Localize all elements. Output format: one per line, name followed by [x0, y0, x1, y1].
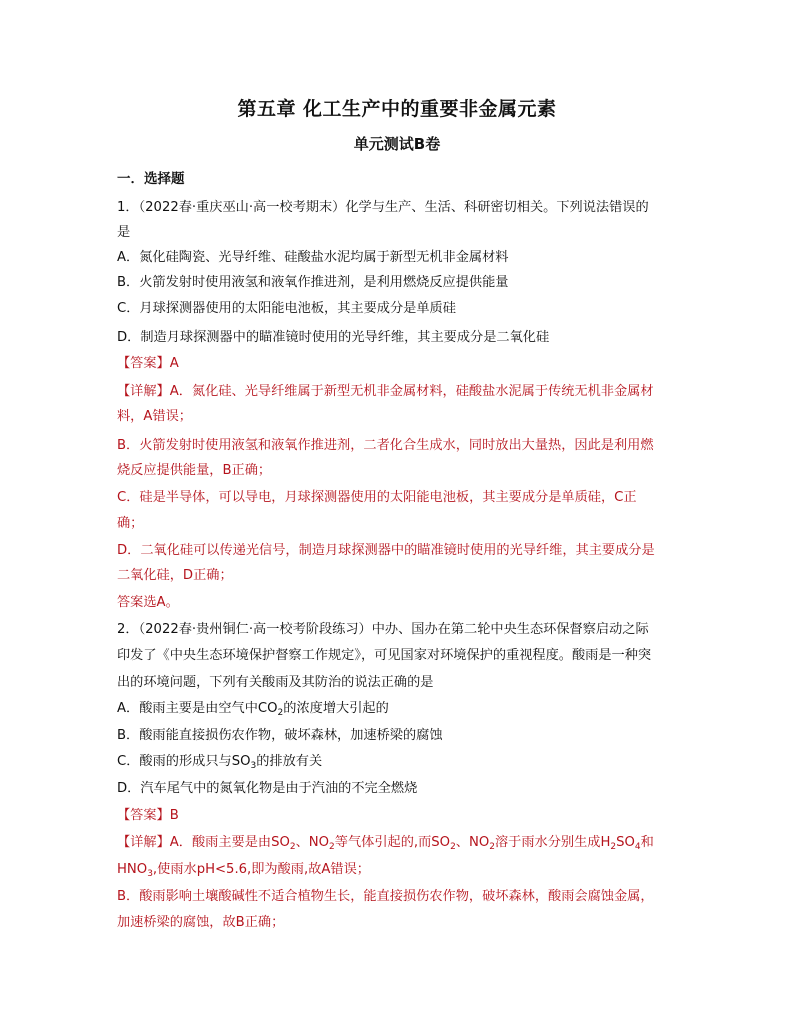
q1-explanation-line: D．二氧化硅可以传递光信号，制造月球探测器中的瞄准镜时使用的光导纤维，其主要成分是 [117, 543, 655, 558]
q1-explanation-line: 【详解】A．氮化硅、光导纤维属于新型无机非金属材料，硅酸盐水泥属于传统无机非金属材 [117, 384, 654, 399]
q2-option-b: B．酸雨能直接损伤农作物，破坏森林，加速桥梁的腐蚀 [117, 728, 443, 743]
q2-explanation-line: 【详解】A．酸雨主要是由$SO_2$、$NO_2$等气体引起的,而$SO_2$、$NO_2$溶于雨水分别生成$H_2SO_4$和 [117, 835, 654, 852]
q1-option-a: A．氮化硅陶瓷、光导纤维、硅酸盐水泥均属于新型无机非金属材料 [117, 250, 509, 265]
q1-stem-line: 1．（2022春·重庆巫山·高一校考期末）化学与生产、生活、科研密切相关。下列说法错误的 [117, 200, 649, 215]
q2-answer: 【答案】B [117, 808, 179, 823]
q1-option-b: B．火箭发射时使用液氢和液氧作推进剂，是利用燃烧反应提供能量 [117, 275, 509, 290]
q1-explanation-line: 二氧化硅，D正确； [117, 568, 233, 583]
q2-explanation-line: $HNO_3$,使雨水pH<5.6,即为酸雨,故A错误； [117, 862, 370, 879]
test-subtitle: 单元测试B卷 [353, 135, 441, 153]
q2-stem-line: 出的环境问题，下列有关酸雨及其防治的说法正确的是 [117, 675, 434, 690]
q1-explanation-line: 确； [117, 516, 144, 531]
section-heading: 一．选择题 [117, 171, 185, 187]
q1-option-d: D．制造月球探测器中的瞄准镜时使用的光导纤维，其主要成分是二氧化硅 [117, 330, 550, 345]
chapter-title: 第五章 化工生产中的重要非金属元素 [237, 98, 557, 120]
q1-answer: 【答案】A [117, 356, 179, 371]
q1-explanation-line: B．火箭发射时使用液氢和液氧作推进剂，二者化合生成水，同时放出大量热，因此是利用燃 [117, 438, 654, 453]
q1-explanation-line: C．硅是半导体，可以导电，月球探测器使用的太阳能电池板，其主要成分是单质硅，C正 [117, 490, 637, 505]
q2-stem-line: 2．（2022春·贵州铜仁·高一校考阶段练习）中办、国办在第二轮中央生态环保督察启动之际 [117, 622, 649, 637]
q2-explanation-line: 加速桥梁的腐蚀，故B正确； [117, 915, 285, 930]
q2-option-c: C．酸雨的形成只与$SO_3$的排放有关 [117, 754, 323, 771]
q1-explanation-line: 烧反应提供能量，B正确； [117, 463, 272, 478]
q2-option-a: A．酸雨主要是由空气中$CO_2$的浓度增大引起的 [117, 701, 389, 718]
q1-stem-line: 是 [117, 225, 131, 240]
q1-explanation-line: 料，A错误； [117, 409, 192, 424]
q1-option-c: C．月球探测器使用的太阳能电池板，其主要成分是单质硅 [117, 301, 456, 316]
q2-explanation-line: B．酸雨影响土壤酸碱性不适合植物生长，能直接损伤农作物，破坏森林，酸雨会腐蚀金属， [117, 889, 654, 904]
q2-stem-line: 印发了《中央生态环境保护督察工作规定》，可见国家对环境保护的重视程度。酸雨是一种突 [117, 648, 652, 663]
q2-option-d: D．汽车尾气中的氮氧化物是由于汽油的不完全燃烧 [117, 781, 418, 796]
q1-explanation-line: 答案选A。 [117, 595, 179, 610]
